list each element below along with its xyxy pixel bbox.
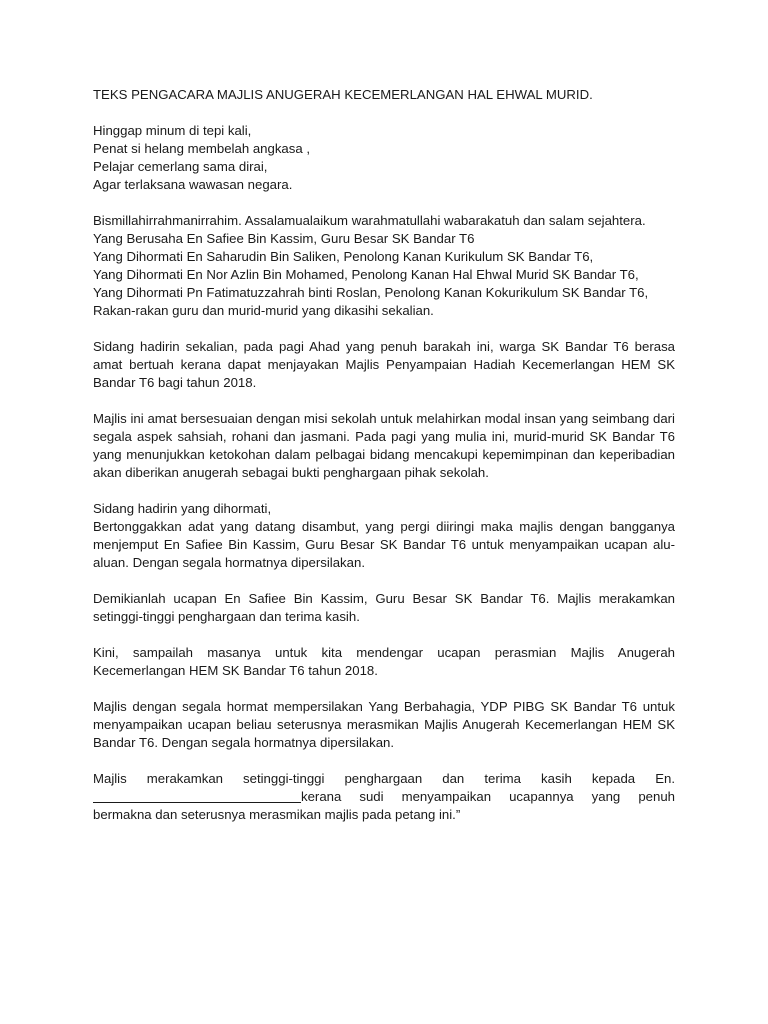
paragraph-thanks: Demikianlah ucapan En Safiee Bin Kassim, Guru Besar SK Bandar T6. Majlis merakamkan setinggi-tinggi penghargaan dan terima kasih.	[93, 591, 675, 624]
paragraph-invitation-section	[93, 500, 675, 572]
name-blank-line	[93, 788, 301, 803]
pantun-line: Penat si helang membelah angkasa ,	[93, 141, 311, 156]
paragraph-opening: Sidang hadirin sekalian, pada pagi Ahad yang penuh barakah ini, warga SK Bandar T6 berasa amat bertuah kerana dapat menjayakan Majlis Penyampaian Hadiah Kecemerlangan HEM SK Bandar T6 bagi tahun 2018.	[93, 339, 675, 390]
pantun-line: Pelajar cemerlang sama dirai,	[93, 159, 268, 174]
paragraph-closing	[93, 770, 675, 824]
document-body	[93, 86, 675, 842]
greeting-line: Yang Dihormati En Nor Azlin Bin Mohamed, Penolong Kanan Hal Ehwal Murid SK Bandar T6,	[93, 267, 639, 282]
paragraph-officiating: Kini, sampailah masanya untuk kita mendengar ucapan perasmian Majlis Anugerah Kecemerlangan HEM SK Bandar T6 tahun 2018.	[93, 645, 675, 678]
pantun	[93, 122, 675, 194]
greeting-line: Yang Berusaha En Safiee Bin Kassim, Guru Besar SK Bandar T6	[93, 231, 475, 246]
closing-line-1: Majlis merakamkan setinggi-tinggi penghargaan dan terima kasih kepada En.	[93, 771, 675, 786]
closing-line-3: bermakna dan seterusnya merasmikan majlis pada petang ini.”	[93, 807, 461, 822]
pantun-line: Agar terlaksana wawasan negara.	[93, 177, 293, 192]
closing-line-2	[93, 788, 675, 806]
paragraph-heading: Sidang hadirin yang dihormati,	[93, 501, 272, 516]
closing-line-2-text: kerana sudi menyampaikan ucapannya yang penuh	[301, 789, 675, 804]
paragraph-mission: Majlis ini amat bersesuaian dengan misi sekolah untuk melahirkan modal insan yang seimbang dari segala aspek sahsiah, rohani dan jasmani. Pada pagi yang mulia ini, murid-murid SK Bandar T6 yang menunjukkan ketokohan dalam pelbagai bidang mencakupi kepemimpinan dan keperibadian akan diberikan anugerah sebagai bukti penghargaan pihak sekolah.	[93, 411, 675, 480]
greeting-line: Yang Dihormati En Saharudin Bin Saliken, Penolong Kanan Kurikulum SK Bandar T6,	[93, 249, 594, 264]
greeting-line: Yang Dihormati Pn Fatimatuzzahrah binti Roslan, Penolong Kanan Kokurikulum SK Bandar T6,	[93, 285, 649, 300]
paragraph-pibg-invitation: Majlis dengan segala hormat mempersilakan Yang Berbahagia, YDP PIBG SK Bandar T6 untuk menyampaikan ucapan beliau seterusnya merasmikan Majlis Anugerah Kecemerlangan HEM SK Bandar T6. Dengan segala hormatnya dipersilakan.	[93, 699, 675, 750]
document-title: TEKS PENGACARA MAJLIS ANUGERAH KECEMERLANGAN HAL EHWAL MURID.	[93, 87, 593, 102]
greeting-section	[93, 212, 675, 320]
greeting-line: Rakan-rakan guru dan murid-murid yang dikasihi sekalian.	[93, 303, 434, 318]
greeting-opening: Bismillahirrahmanirrahim. Assalamualaikum warahmatullahi wabarakatuh dan salam sejahtera.	[93, 213, 646, 228]
pantun-line: Hinggap minum di tepi kali,	[93, 123, 252, 138]
paragraph-invitation: Bertonggakkan adat yang datang disambut, yang pergi diiringi maka majlis dengan bangganya menjemput En Safiee Bin Kassim, Guru Besar SK Bandar T6 untuk menyampaikan ucapan alu-aluan. Dengan segala hormatnya dipersilakan.	[93, 519, 675, 570]
